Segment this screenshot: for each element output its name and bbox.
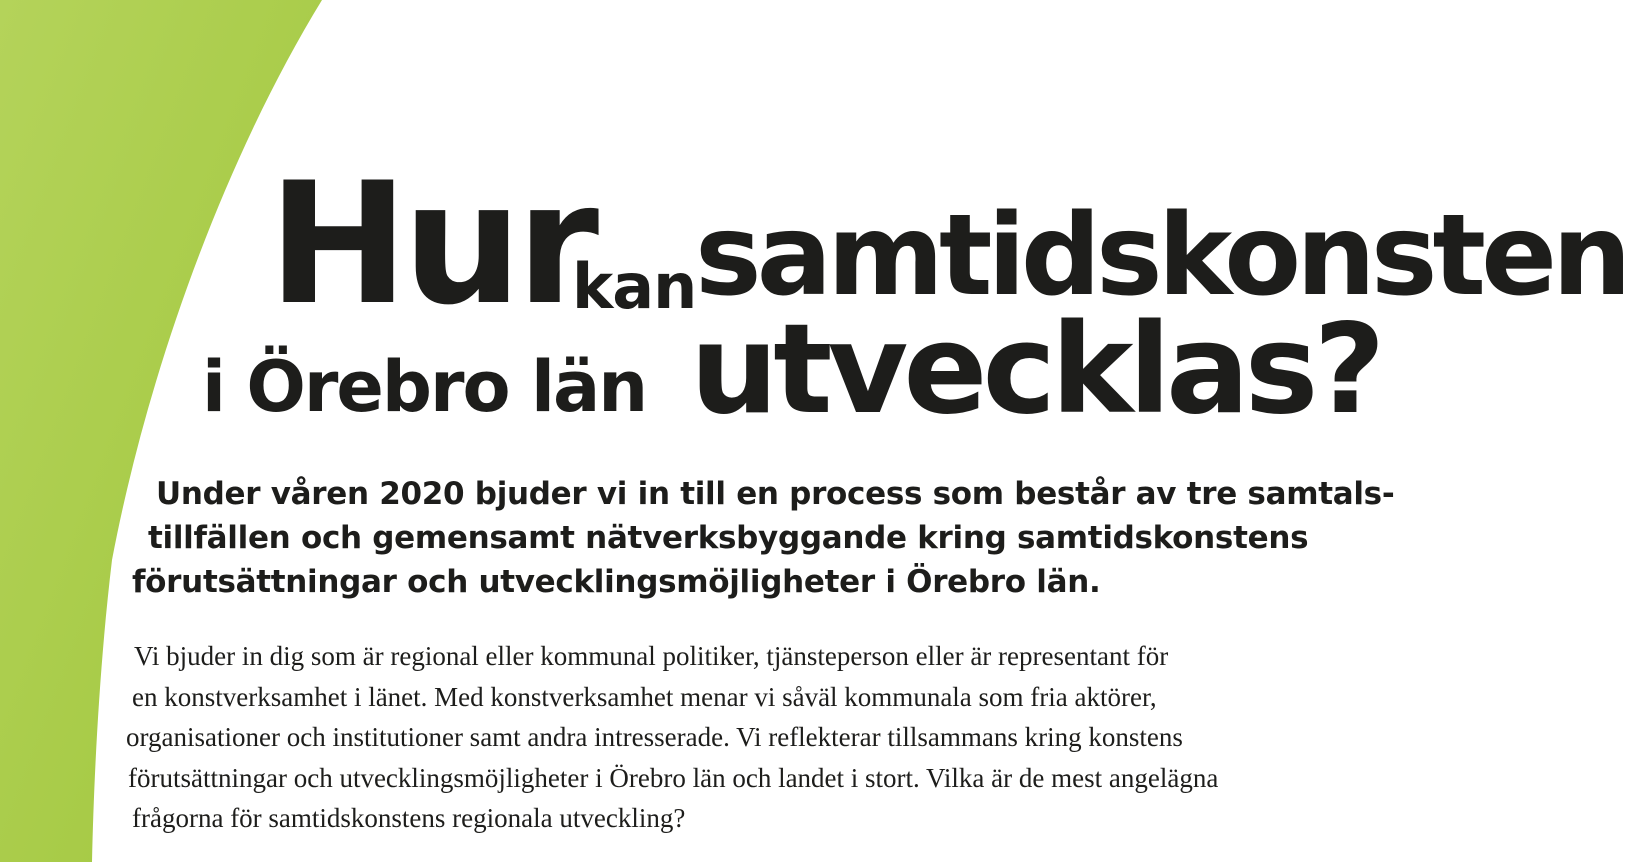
lead-line: förutsättningar och utvecklingsmöjligheter i Örebro län.	[132, 564, 1101, 600]
headline-word-samtidskonsten: samtidskonsten	[695, 191, 1627, 321]
headline-word-i-orebro-lan: i Örebro län	[202, 346, 647, 428]
body-line: organisationer och institutioner samt andra intresserade. Vi reflekterar tillsammans kring konstens	[126, 722, 1183, 752]
body-line: en konstverksamhet i länet. Med konstverksamhet menar vi såväl kommunala som fria aktörer,	[132, 681, 1157, 712]
headline-word-utvecklas: utvecklas?	[690, 298, 1381, 442]
body-line: Vi bjuder in dig som är regional eller kommunal politiker, tjänsteperson eller är representant för	[134, 641, 1169, 671]
body-line: förutsättningar och utvecklingsmöjligheter i Örebro län och landet i stort. Vilka är de mest angelägna	[128, 762, 1219, 793]
body-line: frågorna för samtidskonstens regionala utveckling?	[132, 803, 686, 833]
lead-line: Under våren 2020 bjuder vi in till en process som består av tre samtals-	[156, 476, 1395, 512]
headline-word-kan: kan	[572, 250, 697, 323]
lead-line: tillfällen och gemensamt nätverksbyggande kring samtidskonstens	[148, 520, 1309, 556]
lead-paragraph	[132, 472, 1472, 604]
headline-word-hur: Hur	[268, 146, 594, 342]
body-paragraph	[126, 636, 1456, 839]
